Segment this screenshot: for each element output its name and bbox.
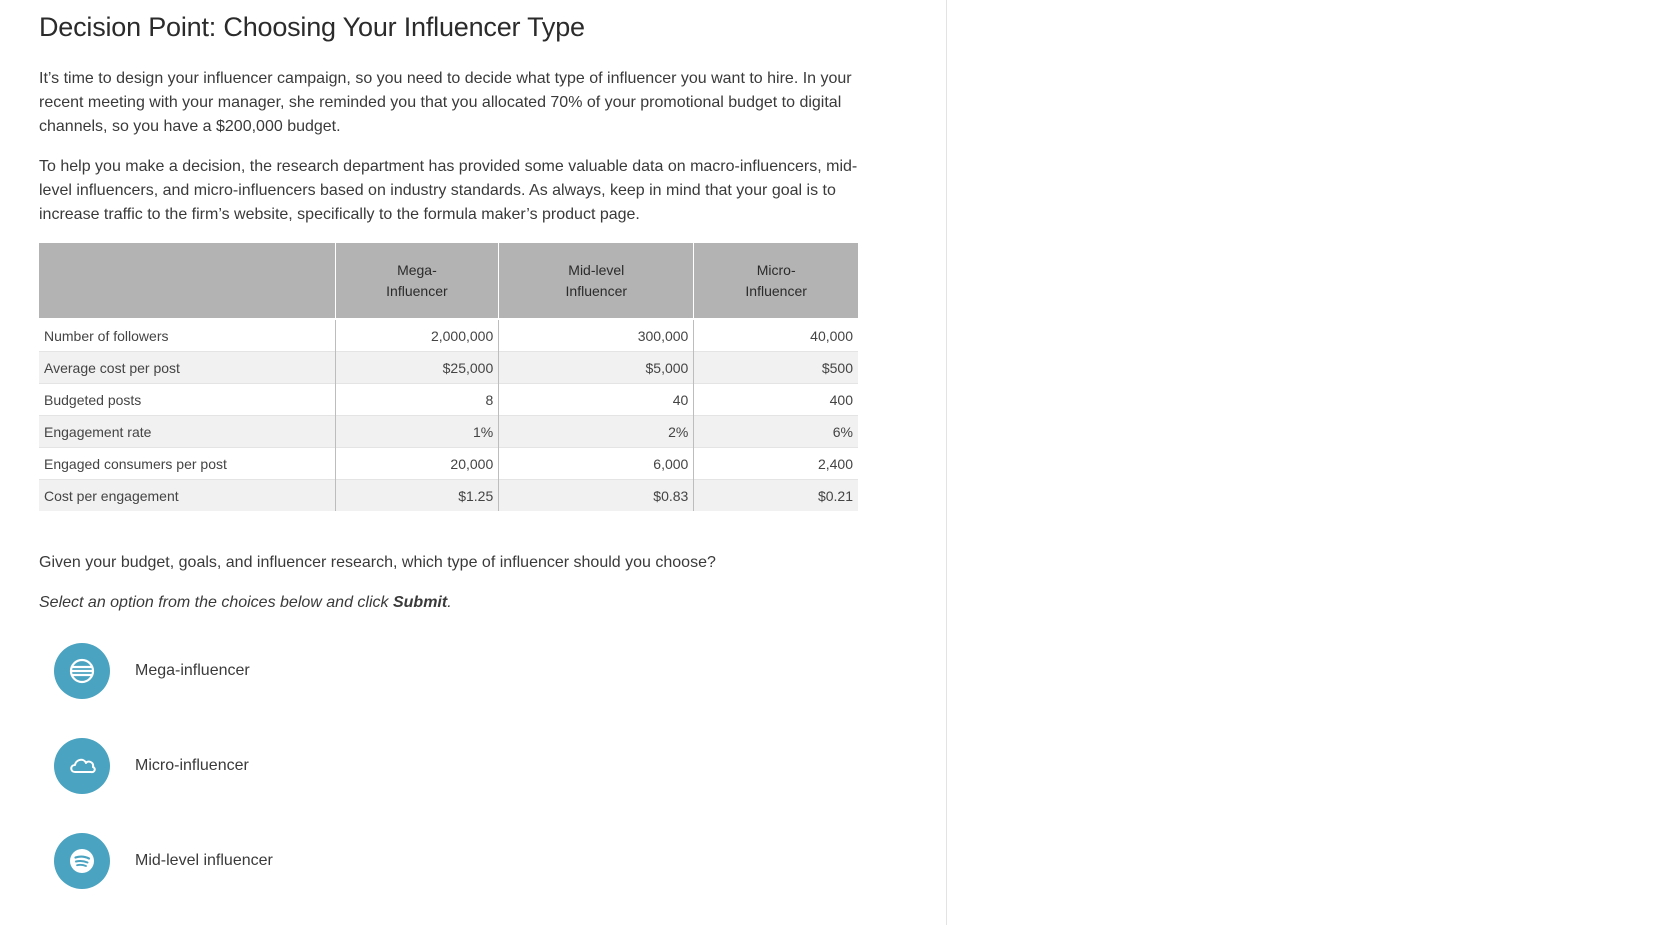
influencer-data-table bbox=[39, 243, 858, 511]
page-title: Decision Point: Choosing Your Influencer Type bbox=[39, 12, 585, 42]
spotify-icon bbox=[67, 846, 97, 876]
cell-mid: $0.83 bbox=[499, 480, 694, 512]
cell-mega: $1.25 bbox=[335, 480, 499, 512]
instruction-submit-emphasis: Submit bbox=[392, 594, 448, 611]
cell-mid: $5,000 bbox=[499, 352, 694, 384]
option-micro-circle[interactable] bbox=[54, 738, 110, 794]
option-micro-influencer[interactable] bbox=[54, 738, 859, 794]
table-row bbox=[39, 448, 858, 480]
cell-micro: 2,400 bbox=[694, 448, 858, 480]
cell-micro: 6% bbox=[694, 416, 858, 448]
cell-mega: 8 bbox=[335, 384, 499, 416]
header-micro-line2: Influencer bbox=[745, 282, 807, 299]
header-micro-line1: Micro- bbox=[756, 261, 796, 278]
cell-micro: 40,000 bbox=[694, 319, 858, 352]
header-label bbox=[39, 243, 335, 319]
table-row bbox=[39, 319, 858, 352]
row-label: Number of followers bbox=[39, 319, 335, 352]
instruction-suffix: . bbox=[447, 594, 452, 611]
option-mid-label[interactable]: Mid-level influencer bbox=[135, 852, 273, 869]
header-mid-line2: Influencer bbox=[565, 282, 628, 299]
cell-micro: $0.21 bbox=[694, 480, 858, 512]
table-row bbox=[39, 352, 858, 384]
intro-paragraph-1: It’s time to design your influencer campaign, so you need to decide what type of influencer you want to hire. In your recent meeting with your manager, she reminded you that you allocated 70% of your promotional budget to digital channels, so you have a $200,000 budget. bbox=[39, 70, 852, 135]
cell-mega: $25,000 bbox=[335, 352, 499, 384]
option-micro-label[interactable]: Micro-influencer bbox=[135, 757, 249, 774]
cell-micro: 400 bbox=[694, 384, 858, 416]
cell-mid: 300,000 bbox=[499, 319, 694, 352]
cell-mid: 2% bbox=[499, 416, 694, 448]
row-label: Budgeted posts bbox=[39, 384, 335, 416]
option-mega-influencer[interactable] bbox=[54, 643, 859, 699]
main-content bbox=[39, 12, 859, 925]
table-row bbox=[39, 384, 858, 416]
cell-mega: 20,000 bbox=[335, 448, 499, 480]
header-micro-influencer bbox=[694, 243, 858, 319]
hamburger-icon bbox=[67, 656, 97, 686]
header-mega-line2: Influencer bbox=[386, 282, 448, 299]
cell-mid: 6,000 bbox=[499, 448, 694, 480]
row-label: Engagement rate bbox=[39, 416, 335, 448]
row-label: Cost per engagement bbox=[39, 480, 335, 512]
option-mega-circle[interactable] bbox=[54, 643, 110, 699]
option-mega-label[interactable]: Mega-influencer bbox=[135, 662, 250, 679]
cell-micro: $500 bbox=[694, 352, 858, 384]
row-label: Engaged consumers per post bbox=[39, 448, 335, 480]
table-row bbox=[39, 416, 858, 448]
vertical-divider bbox=[946, 0, 947, 925]
row-label: Average cost per post bbox=[39, 352, 335, 384]
header-mega-influencer bbox=[335, 243, 499, 319]
header-mid-line1: Mid-level bbox=[568, 261, 625, 278]
header-mid-level-influencer bbox=[499, 243, 694, 319]
instruction-text bbox=[39, 591, 859, 615]
instruction-prefix: Select an option from the choices below and click bbox=[39, 594, 393, 611]
question-text: Given your budget, goals, and influencer research, which type of influencer should you choose? bbox=[39, 554, 716, 571]
option-mid-level-influencer[interactable] bbox=[54, 833, 859, 889]
cell-mid: 40 bbox=[499, 384, 694, 416]
option-mid-circle[interactable] bbox=[54, 833, 110, 889]
cloud-icon bbox=[66, 750, 98, 782]
cell-mega: 2,000,000 bbox=[335, 319, 499, 352]
table-header-row bbox=[39, 243, 858, 319]
header-mega-line1: Mega- bbox=[397, 261, 437, 278]
cell-mega: 1% bbox=[335, 416, 499, 448]
table-row bbox=[39, 480, 858, 512]
intro-paragraph-2: To help you make a decision, the research department has provided some valuable data on macro-influencers, mid-level influencers, and micro-influencers based on industry standards. As always, keep in mind that your goal is to increase traffic to the firm’s website, specifically to the formula maker’s product page. bbox=[39, 158, 858, 223]
